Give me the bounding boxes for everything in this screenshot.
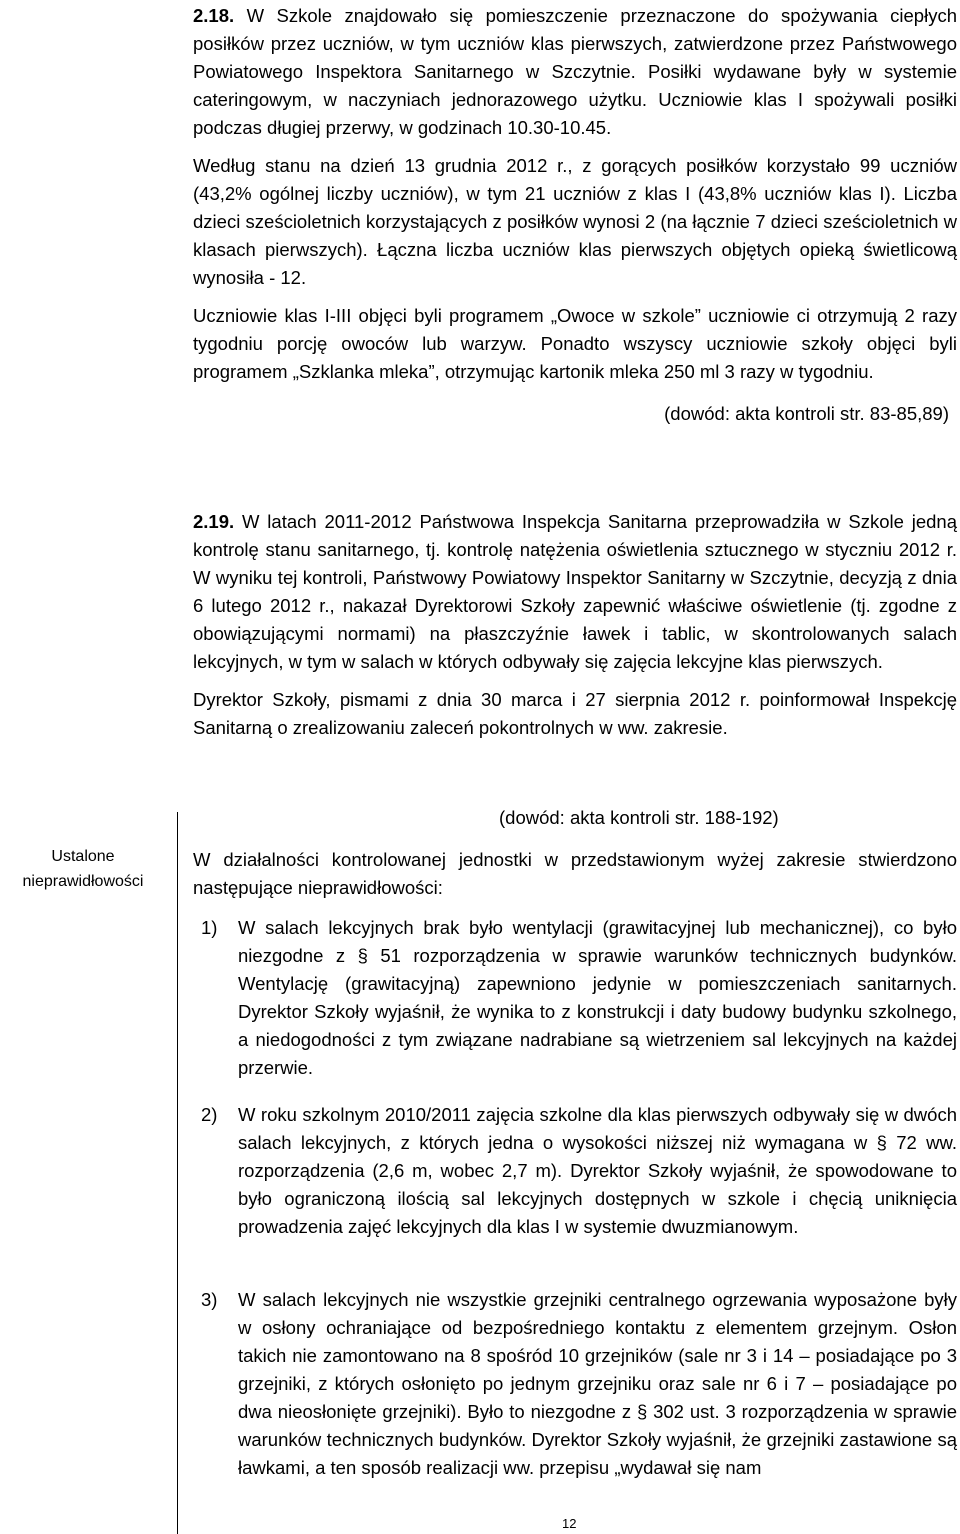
evidence-text: (dowód: akta kontroli str. 188-192) (499, 807, 779, 828)
list-item (193, 914, 957, 1082)
paragraph-text: W latach 2011-2012 Państwowa Inspekcja Sanitarna przeprowadziła w Szkole jedną kontrolę stanu sanitarnego, tj. kontrolę natężenia oświetlenia sztucznego w styczniu 2012 r. W wyniku tej kontroli, Państwowy Powiatowy Inspektor Sanitarny w Szczytnie, decyzją z dnia 6 lutego 2012 r., nakazał Dyrektorowi Szkoły zapewnić właściwe oświetlenie (tj. zgodne z obowiązującymi normami) na płaszczyźnie ławek i tablic, w skontrolowanych salach lekcyjnych, w tym w salach w których odbywały się zajęcia lekcyjne klas pierwszych. (193, 511, 958, 672)
list-item-number: 1) (201, 917, 218, 938)
list-item-text: W salach lekcyjnych brak było wentylacji (grawitacyjnej lub mechanicznej), co było niezgodne z § 51 rozporządzenia w sprawie warunków technicznych budynków. Wentylację (grawitacyjną) zapewniono jedynie w pomieszczeniach sanitarnych. Dyrektor Szkoły wyjaśnił, że wynika to z konstrukcji i daty budowy budynku szkolnego, a niedogodności z tym związane nadrabiane są wietrzeniem sal lekcyjnych na każdej przerwie. (238, 917, 957, 1078)
side-heading: Ustalone nieprawidłowości (22, 848, 144, 890)
section-2-19-paragraph-1 (193, 508, 957, 676)
list-item (193, 1286, 957, 1482)
section-2-18-paragraph-3: Uczniowie klas I-III objęci byli programem „Owoce w szkole” uczniowie ci otrzymują 2 razy tygodniu porcję owoców lub warzyw. Ponadto wszyscy uczniowie szkoły objęci byli programem „Szklanka mleka”, otrzymując kartonik mleka 250 ml 3 razy w tygodniu. (193, 305, 957, 382)
irregularities-intro (193, 846, 957, 902)
intro-text: W działalności kontrolowanej jednostki w przedstawionym wyżej zakresie stwierdzono następujące nieprawidłowości: (193, 849, 957, 898)
section-2-18-paragraph-1 (193, 2, 957, 142)
list-item-text: W roku szkolnym 2010/2011 zajęcia szkolne dla klas pierwszych odbywały się w dwóch salach lekcyjnych, z których jedna o wysokości niższej niż wymagana w § 72 ww. rozporządzenia (2,6 m, wobec 2,7 m). Dyrektor Szkoły wyjaśnił, że spowodowane to było ograniczoną ilością sal lekcyjnych dostępnych w szkole i chęcią uniknięcia prowadzenia zajęć lekcyjnych dla klas I w systemie dwuzmianowym. (238, 1104, 957, 1237)
list-item-number: 3) (201, 1289, 218, 1310)
section-number: 2.18. (193, 5, 235, 26)
section-2-19-paragraph-2: Dyrektor Szkoły, pismami z dnia 30 marca i 27 sierpnia 2012 r. poinformował Inspekcję Sanitarną o zrealizowaniu zaleceń pokontrolnych w ww. zakresie. (193, 689, 957, 738)
section-2-19 (193, 508, 957, 742)
section-number: 2.19. (193, 511, 235, 532)
page-number: 12 (562, 1516, 577, 1531)
list-item (193, 1101, 957, 1241)
evidence-reference: (dowód: akta kontroli str. 83-85,89) (664, 403, 949, 424)
list-item-number: 2) (201, 1104, 218, 1125)
evidence-reference-2 (193, 804, 957, 832)
paragraph-text: W Szkole znajdowało się pomieszczenie przeznaczone do spożywania ciepłych posiłków przez uczniów, w tym uczniów klas pierwszych, zatwierdzone przez Państwowego Powiatowego Inspektora Sanitarnego w Szczytnie. Posiłki wydawane były w systemie cateringowym, w naczyniach jednorazowego użytku. Uczniowie klas I spożywali posiłki podczas długiej przerwy, w godzinach 10.30-10.45. (193, 5, 957, 138)
section-2-18-paragraph-2: Według stanu na dzień 13 grudnia 2012 r., z gorących posiłków korzystało 99 uczniów (43,2% ogólnej liczby uczniów), w tym 21 uczniów z klas I (43,8% uczniów klas I). Liczba dzieci sześcioletnich korzystających z posiłków wynosi 2 (na łącznie 7 dzieci sześcioletnich w klasach pierwszych). Łączna liczba uczniów klas pierwszych objętych opieką świetlicową wynosiła - 12. (193, 155, 957, 288)
margin-divider (177, 812, 178, 1534)
list-item-text: W salach lekcyjnych nie wszystkie grzejniki centralnego ogrzewania wyposażone były w osłony ochraniające od bezpośredniego kontaktu z elementem grzejnym. Osłon takich nie zamontowano na 8 spośród 10 grzejników (sale nr 3 i 14 – posiadające po 3 grzejniki, z których osłonięto po jednym grzejniku oraz sale nr 6 i 7 – posiadające po dwa nieosłonięte grzejniki). Było to niezgodne z § 302 ust. 3 rozporządzenia w sprawie warunków technicznych budynków. Dyrektor Szkoły wyjaśnił, że grzejniki zastawione są ławkami, a ten sposób realizacji ww. przepisu „wydawał się nam (238, 1289, 957, 1478)
section-2-18 (193, 2, 957, 428)
